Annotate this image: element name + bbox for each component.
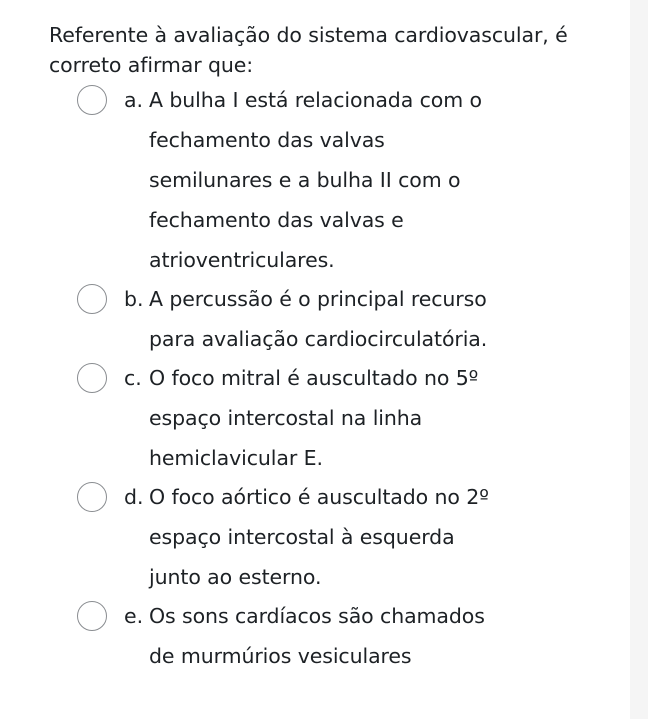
option-text[interactable]: O foco mitral é auscultado no 5º espaço intercostal na linha hemiclavicular E. <box>149 366 479 470</box>
option-letter: c. <box>124 366 142 390</box>
option-letter: e. <box>124 604 144 628</box>
question-prompt: Referente à avaliação do sistema cardiovascular, é correto afirmar que: <box>49 23 568 77</box>
option-letter: d. <box>124 485 144 509</box>
option-c[interactable] <box>49 362 609 478</box>
option-text[interactable]: Os sons cardíacos são chamados de murmúrios vesiculares <box>149 604 485 668</box>
option-letter: b. <box>124 287 144 311</box>
radio-button[interactable] <box>77 284 107 314</box>
radio-button[interactable] <box>77 363 107 393</box>
option-e[interactable] <box>49 600 609 676</box>
option-b[interactable] <box>49 283 609 359</box>
radio-button[interactable] <box>77 601 107 631</box>
option-letter: a. <box>124 88 144 112</box>
option-text[interactable]: O foco aórtico é auscultado no 2º espaço intercostal à esquerda junto ao esterno. <box>149 485 489 589</box>
answer-options <box>49 84 609 676</box>
question-block <box>49 20 609 679</box>
scrollbar-track[interactable] <box>630 0 648 719</box>
option-text[interactable]: A percussão é o principal recurso para avaliação cardiocirculatória. <box>149 287 488 351</box>
option-a[interactable] <box>49 84 609 280</box>
option-text[interactable]: A bulha I está relacionada com o fechamento das valvas semilunares e a bulha II com o fechamento das valvas e atrioventriculares. <box>149 88 482 272</box>
option-d[interactable] <box>49 481 609 597</box>
radio-button[interactable] <box>77 482 107 512</box>
radio-button[interactable] <box>77 85 107 115</box>
